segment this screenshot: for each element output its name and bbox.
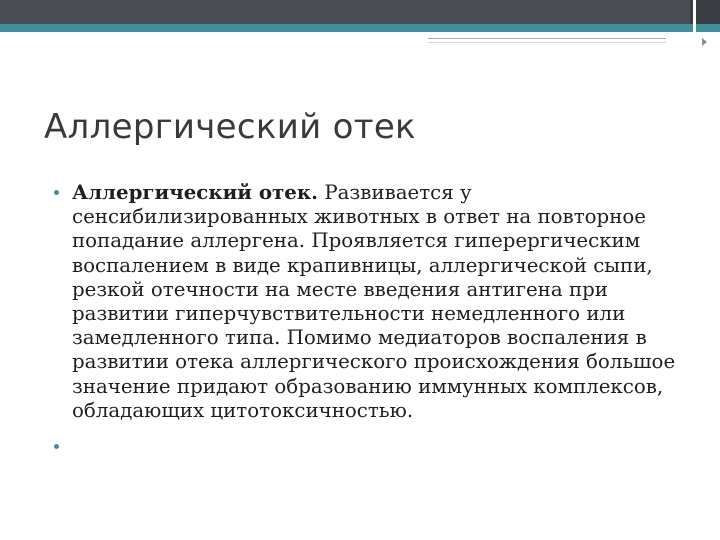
- bullet-item-empty: [54, 431, 684, 455]
- decorative-line-light: [428, 42, 666, 43]
- accent-stripe: [0, 24, 720, 32]
- bullet-list: [54, 180, 684, 455]
- bullet-term: Аллергический отек.: [72, 180, 319, 204]
- header-bar: [0, 0, 690, 24]
- bullet-item: [54, 180, 684, 423]
- corner-divider: [693, 0, 696, 48]
- bullet-dot-icon: [54, 190, 59, 195]
- slide-title: Аллергический отек: [44, 107, 416, 147]
- bullet-text: Развивается у сенсибилизированных животных в ответ на повторное попадание аллергена. Проявляется гиперергическим воспалением в виде крапивницы, аллергической сыпи, резкой отечности на месте введения антигена при развитии гиперчувствительности немедленного или замедленного типа. Помимо медиаторов воспаления в развитии отека аллергического происхождения большое значение придают образованию иммунных комплексов, обладающих цитотоксичностью.: [72, 181, 676, 422]
- next-arrow-icon: [702, 38, 707, 46]
- decorative-line: [428, 38, 666, 39]
- bullet-dot-icon: [54, 444, 59, 449]
